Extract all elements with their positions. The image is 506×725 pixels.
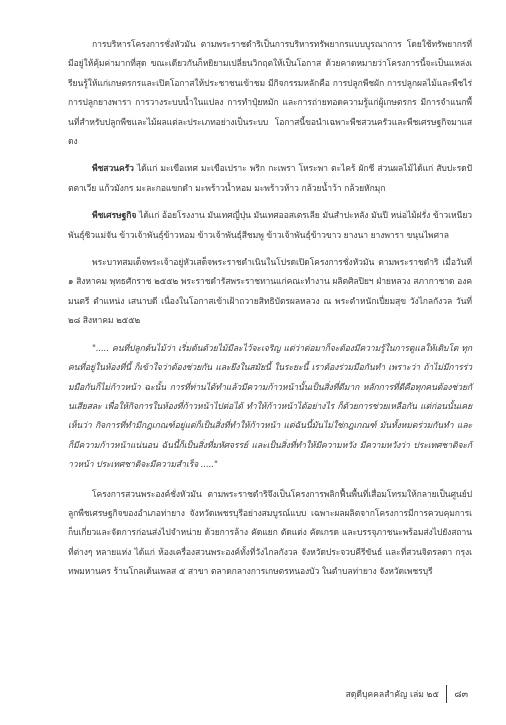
publication-title: สดุดีบุคคลสำคัญ เล่ม ๒๕ bbox=[345, 690, 439, 700]
kitchen-plants-paragraph bbox=[68, 160, 472, 199]
economic-plants-text: ได้แก่ อ้อยโรงงาน มันเทศญี่ปุ่น มันเทศออสเตรเลีย มันสำปะหลัง มันปี หน่อไม้ฝรั่ง ข้าวเหนียวพันธุ์ซิวแม่จัน ข้าวเจ้าพันธุ์ข้าวหอม ข้าวเจ้าพันธุ์สีชมพู ข้าวเจ้าพันธุ์ข้าวขาว ยางนา ยางพารา ขนุนไพศาล bbox=[68, 211, 472, 241]
project-paragraph: โครงการสวนพระองค์ชั่งหัวมัน ตามพระราชดำริจึงเป็นโครงการพลิกฟื้นพื้นที่เสื่อมโทรมให้กลายเป็นศูนย์ปลูกพืชเศรษฐกิจของอำเภอท่ายาง จังหวัดเพชรบุรีอย่างสมบูรณ์แบบ เฉพาะผลผลิตจากโครงการมีการควบคุมการเก็บเกี่ยวและจัดการก่อนส่งไปจำหน่าย ด้วยการล้าง คัดแยก ตัดแต่ง คัดเกรด และบรรจุภาชนะพร้อมส่งไปยังสถานที่ต่างๆ หลายแห่ง ได้แก่ ห้องเครื่องสวนพระองค์ทั้งที่วังไกลกังวล จังหวัดประจวบคีรีขันธ์ และที่สวนจิตรลดา กรุงเทพมหานคร ร้านโกลเด้นเพลส ๕ สาขา ตลาดกลางการเกษตรหนองบัว ในตำบลท่ายาง จังหวัดเพชรบุรี bbox=[68, 489, 472, 578]
footer-divider bbox=[446, 685, 448, 703]
page-footer bbox=[346, 684, 468, 704]
economic-plants-label: พืชเศรษฐกิจ bbox=[92, 211, 137, 222]
page-number: ๘๓ bbox=[454, 688, 468, 700]
page-body bbox=[68, 36, 472, 587]
royal-speech-quote: "..... คนที่ปลูกต้นไม้ว่า เริ่มต้นด้วยไม้มีละไว้จะเจริญ แต่ว่าต่อมาก็จะต้องมีความรู้ในการดูแลให้เติบโต ทุกคนที่อยู่ในห้องที่นี้ ก็เข้าใจว่าต้องช่วยกัน และยึงในสมัยนี้ ในระยะนี้ เราต้องร่วมมือกันทำ เพราะว่า ถ้าไม่มีการร่วมมือกันก็ไม่ก้าวหน้า ฉะนั้น การที่ท่านได้ทำแล้วมีความก้าวหน้านั้นเป็นสิ่งที่ดีมาก หลักการที่ดีคือทุกคนต้องช่วยกันเสียสละ เพื่อให้กิจการในห้องที่ก้าวหน้าไปต่อได้ ทำให้ก้าวหน้าได้อย่างไร ก็ด้วยการช่วยเหลือกัน แต่ก่อนนั้นเคยเห็นว่า กิจการที่ทำมีกฎเกณฑ์อยู่แต่ก็เป็นสิ่งที่ทำให้ก้าวหน้า แต่ฉันนี้มันไม่ใช่กฎเกณฑ์ มันทั้งหมดร่วมกันทำ และก็มีความก้าวหน้าแน่นอน ฉันนี้ก็เป็นสิ่งที่มหัศจรรย์ และเป็นสิ่งที่ทำให้มีความหวัง มีความหวังว่า ประเทศชาติจะก้าวหน้า ประเทศชาติจะมีความสำเร็จ ....." bbox=[68, 343, 472, 471]
economic-plants-paragraph bbox=[68, 207, 472, 246]
intro-paragraph: การบริหารโครงการชั่งหัวมัน ตามพระราชดำริเป็นการบริหารทรัพยากรแบบบูรณาการ โดยใช้ทรัพยากรที่มีอยู่ให้คุ้มค่ามากที่สุด ขณะเดียวกันก็หยิยามเปลี่ยนวิกฤตให้เป็นโอกาส ด้วยคาดหมายว่าโครงการนี้จะเป็นแหล่งเรียนรู้ให้แก่เกษตรกรและเปิดโอกาสให้ประชาชนเข้าชม มีกิจกรรมหลักคือ การปลูกพืชผัก การปลูกผลไม้และพืชไร่ การปลูกยางพารา การวางระบบน้ำในแปลง การทำปุ๋ยหมัก และการถ่ายทอดความรู้แก่ผู้เกษตรกร มีการจำแนกพื้นที่สำหรับปลูกพืชและไม้ผลแต่ละประเภทอย่างเป็นระบบ โอกาสนี้ขอนำเฉพาะพืชสวนครัวและพืชเศรษฐกิจมาแสดง bbox=[68, 40, 472, 148]
kitchen-plants-text: ได้แก่ มะเขือเทศ มะเขือเปราะ พริก กะเพรา โหระพา ตะไคร้ ผักชี ส่วนผลไม้ได้แก่ สับปะรดปัตตาเวีย แก้วมังกร มะละกอแขกดำ มะพร้าวน้ำหอม มะพร้าวห้าว กล้วยน้ำว้า กล้วยหักมุก bbox=[68, 164, 472, 194]
kitchen-plants-label: พืชสวนครัว bbox=[92, 164, 134, 175]
royal-visit-paragraph: พระบาทสมเด็จพระเจ้าอยู่หัวเสด็จพระราชดำเนินในโปรดเปิดโครงการชั่งหัวมัน ตามพระราชดำริ เมื่อวันที่ ๑ สิงหาคม พุทธศักราช ๒๕๕๒ พระราชดำรัสพระราชทานแก่คณะทำงาน ผลิตศิลปิยฯ ฝ่ายหลวง สภากาชาด องคมนตรี ตำแหน่ง เสนาบดี เนื่องในโอกาสเข้าเฝ้าถวายสิทธิบัตรผลหลวง ณ พระตำหนักเปี่ยมสุข วังไกลกังวล วันที่ ๒๘ สิงหาคม ๒๕๕๒ bbox=[68, 258, 472, 327]
